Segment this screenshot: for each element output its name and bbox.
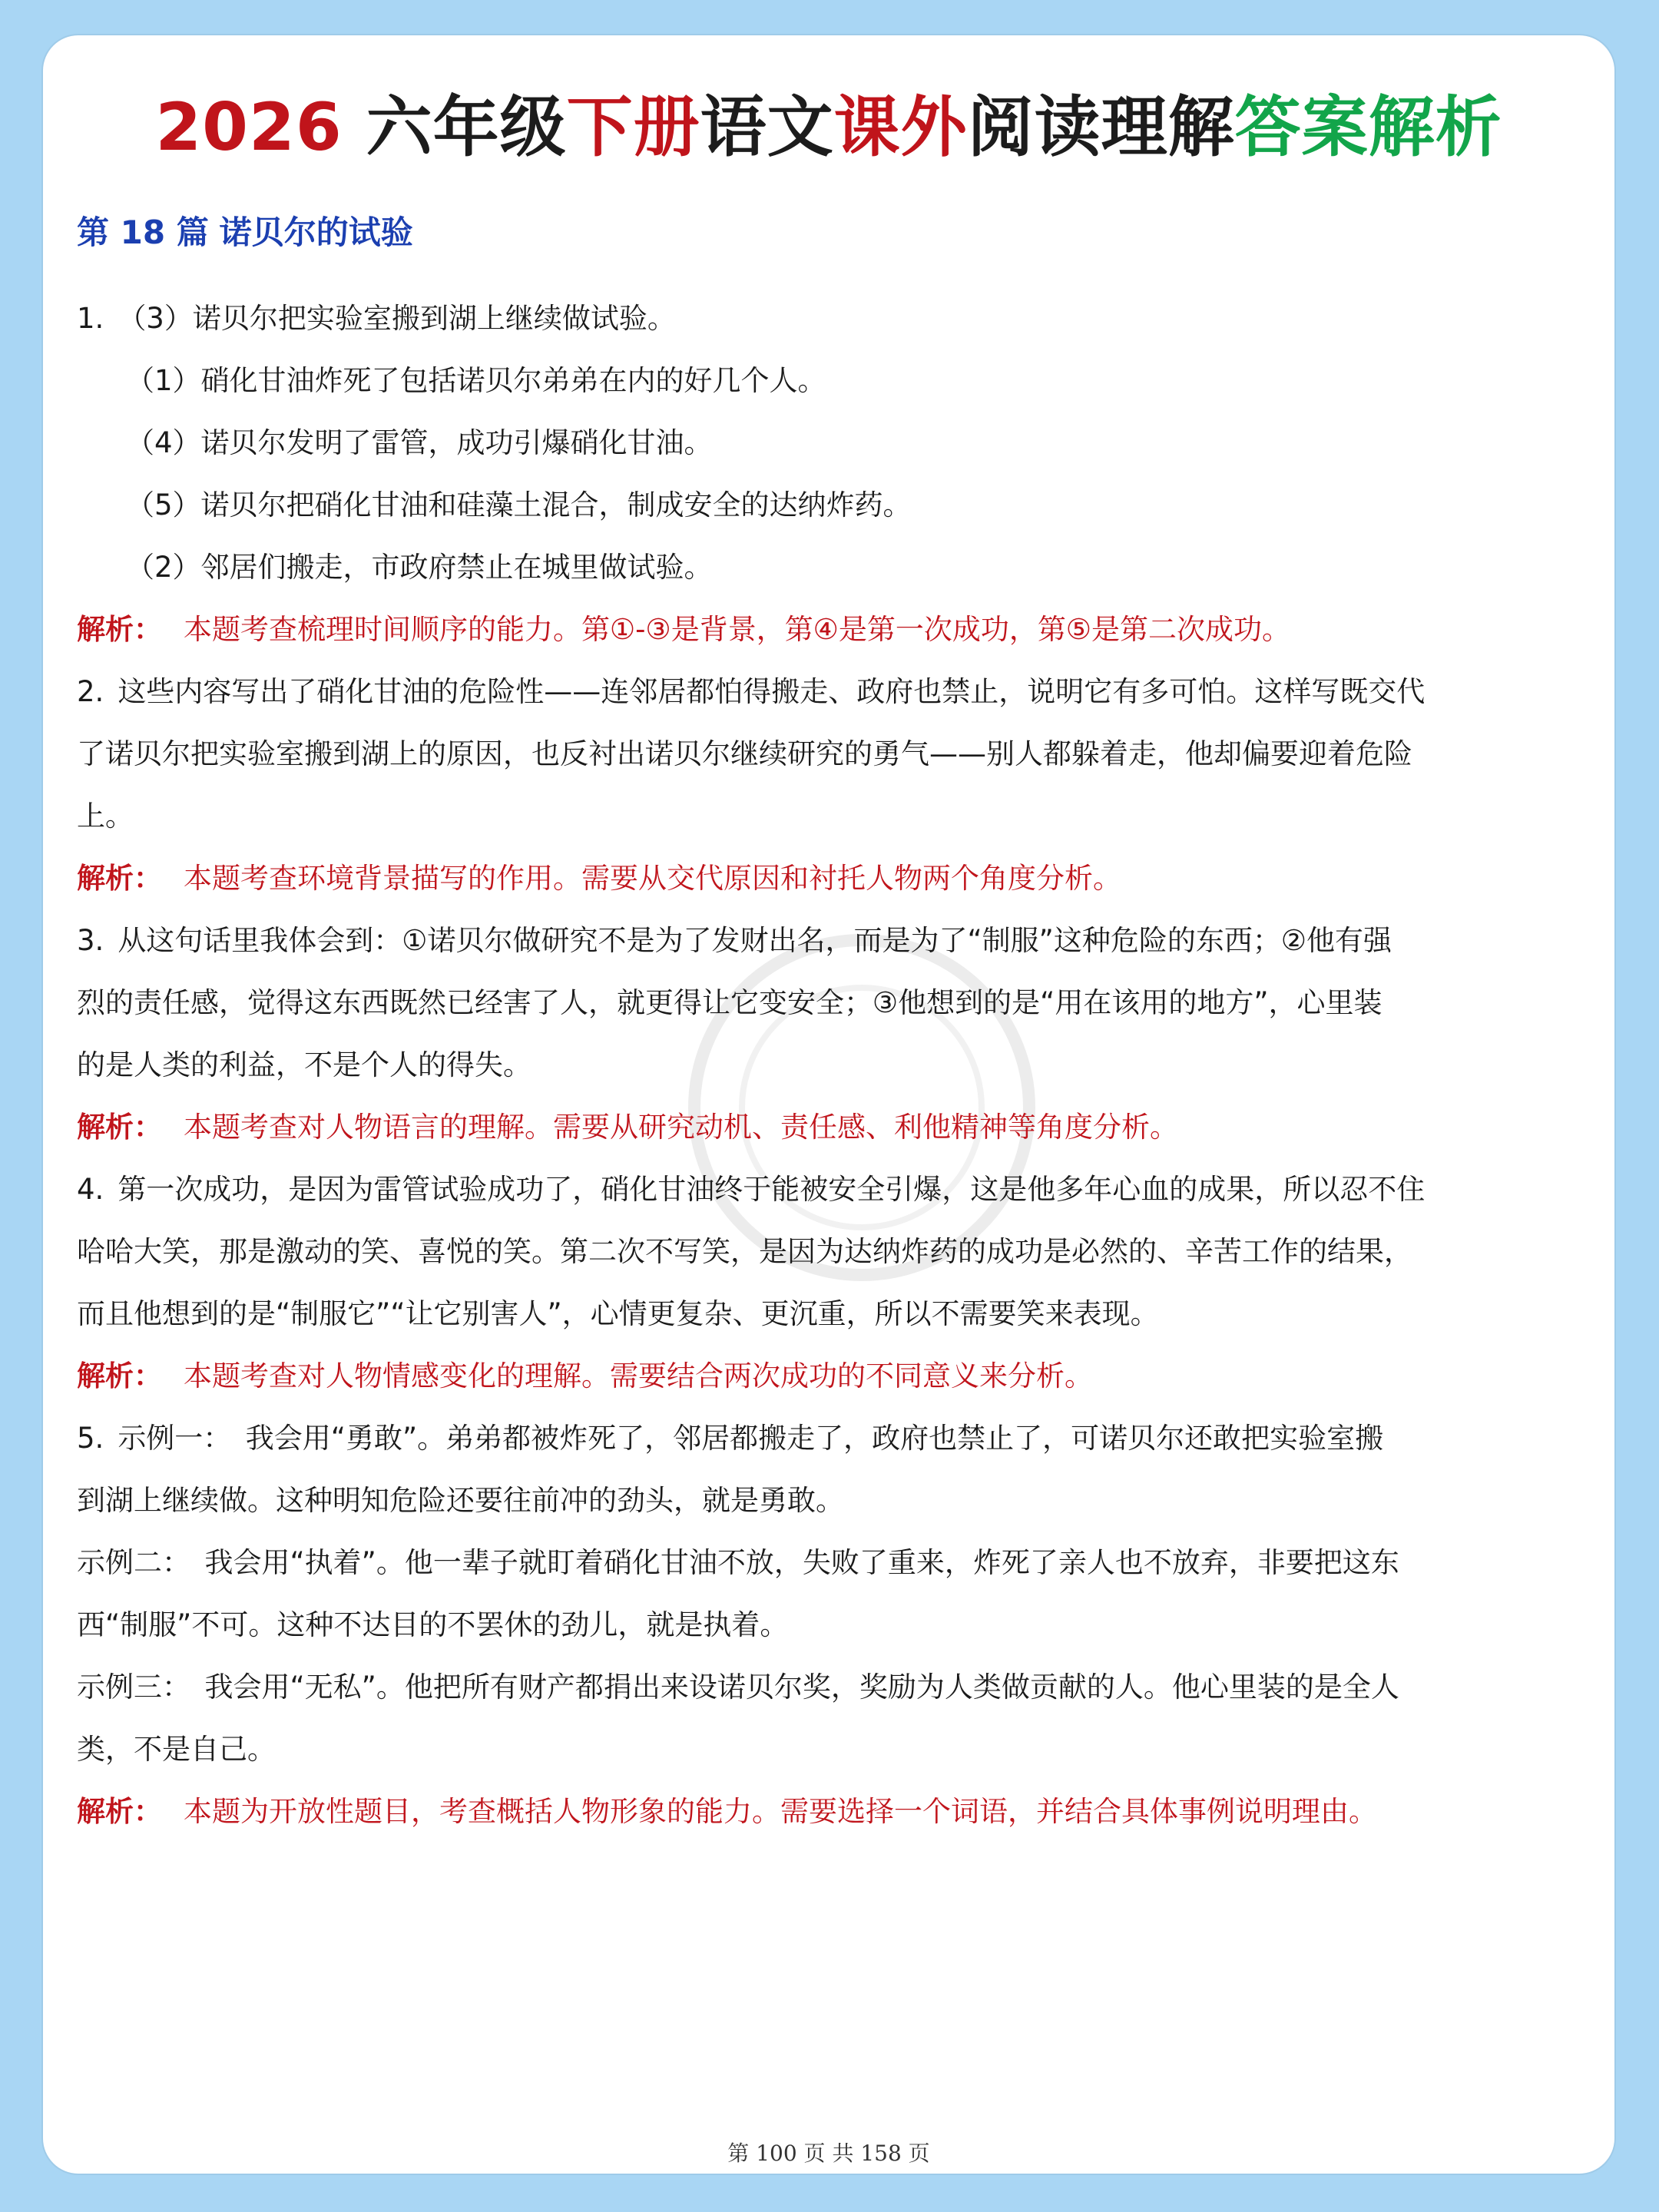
analysis-line: [77, 598, 1582, 661]
answer-continuation-line: 西“制服”不可。这种不达目的不罢休的劲儿，就是执着。: [77, 1608, 789, 1641]
question-number: 5.: [77, 1422, 104, 1455]
section-name: 诺贝尔的试验: [219, 214, 413, 251]
question-number: 4.: [77, 1173, 104, 1206]
analysis-label: 解析：: [77, 1359, 162, 1392]
ordered-item-line: （1）硝化甘油炸死了包括诺贝尔弟弟在内的好几个人。: [126, 364, 826, 397]
title-extracurricular: 课外: [833, 89, 968, 166]
answer-continuation-line: 而且他想到的是“制服它”“让它别害人”，心情更复杂、更沉重，所以不需要笑来表现。: [77, 1297, 1159, 1330]
title-year: 2026: [155, 89, 343, 166]
ordered-item-line: （4）诺贝尔发明了雷管，成功引爆硝化甘油。: [126, 426, 713, 459]
analysis-text: 本题考查对人物情感变化的理解。需要结合两次成功的不同意义来分析。: [184, 1359, 1093, 1392]
answer-line: [77, 287, 1582, 349]
answer-continuation-line: 示例二： 我会用“执着”。他一辈子就盯着硝化甘油不放，失败了重来，炸死了亲人也不放弃，非要把这东: [77, 1546, 1399, 1579]
analysis-line: [77, 1780, 1582, 1843]
page-title: [43, 74, 1614, 169]
question-number: 2.: [77, 675, 104, 708]
answer-text: 示例一： 我会用“勇敢”。弟弟都被炸死了，邻居都搬走了，政府也禁止了，可诺贝尔还敢把实验室搬: [118, 1422, 1384, 1455]
answer-line: [77, 909, 1582, 972]
title-volume: 下册: [566, 89, 700, 166]
analysis-label: 解析：: [77, 1111, 162, 1144]
analysis-label: 解析：: [77, 613, 162, 646]
answer-text: （3）诺贝尔把实验室搬到湖上继续做试验。: [118, 302, 676, 335]
answer-text: 这些内容写出了硝化甘油的危险性——连邻居都怕得搬走、政府也禁止，说明它有多可怕。这样写既交代: [118, 675, 1426, 708]
ordered-item-line: （5）诺贝尔把硝化甘油和硅藻土混合，制成安全的达纳炸药。: [126, 488, 912, 522]
answer-text: 第一次成功，是因为雷管试验成功了，硝化甘油终于能被安全引爆，这是他多年心血的成果，所以忍不住: [118, 1173, 1426, 1206]
answer-continuation-line: 的是人类的利益，不是个人的得失。: [77, 1048, 531, 1081]
analysis-line: [77, 1345, 1582, 1407]
answer-text: 从这句话里我体会到：①诺贝尔做研究不是为了发财出名，而是为了“制服”这种危险的东西；②他有强: [118, 924, 1392, 957]
analysis-text: 本题考查环境背景描写的作用。需要从交代原因和衬托人物两个角度分析。: [184, 862, 1121, 895]
answer-content: [77, 287, 1582, 1843]
title-grade: 六年级: [342, 89, 567, 166]
analysis-line: [77, 1096, 1582, 1158]
answer-line: [77, 1158, 1582, 1220]
answer-continuation-line: 了诺贝尔把实验室搬到湖上的原因，也反衬出诺贝尔继续研究的勇气——别人都躲着走，他却偏要迎着危险: [77, 737, 1412, 770]
answer-continuation-line: 类，不是自己。: [77, 1733, 276, 1766]
question-number: 3.: [77, 924, 104, 957]
answer-line: [77, 1407, 1582, 1469]
title-answers: 答案解析: [1234, 89, 1502, 166]
question-number: 1.: [77, 302, 104, 335]
answer-continuation-line: 到湖上继续做。这种明知危险还要往前冲的劲头，就是勇敢。: [77, 1484, 844, 1517]
answer-continuation-line: 烈的责任感，觉得这东西既然已经害了人，就更得让它变安全；③他想到的是“用在该用的地方”，心里装: [77, 986, 1382, 1019]
answer-continuation-line: 上。: [77, 800, 134, 833]
answer-continuation-line: 哈哈大笑，那是激动的笑、喜悦的笑。第二次不写笑，是因为达纳炸药的成功是必然的、辛苦工作的结果，: [77, 1235, 1412, 1268]
analysis-text: 本题为开放性题目，考查概括人物形象的能力。需要选择一个词语，并结合具体事例说明理由。: [184, 1795, 1377, 1828]
analysis-text: 本题考查梳理时间顺序的能力。第①-③是背景，第④是第一次成功，第⑤是第二次成功。: [184, 613, 1291, 646]
ordered-item-line: （2）邻居们搬走，市政府禁止在城里做试验。: [126, 551, 713, 584]
title-subject: 语文: [700, 89, 834, 166]
answer-line: [77, 661, 1582, 723]
section-heading: [77, 207, 413, 253]
analysis-text: 本题考查对人物语言的理解。需要从研究动机、责任感、利他精神等角度分析。: [184, 1111, 1178, 1144]
analysis-line: [77, 847, 1582, 909]
analysis-label: 解析：: [77, 862, 162, 895]
section-number: 第 18 篇: [77, 214, 209, 251]
answer-continuation-line: 示例三： 我会用“无私”。他把所有财产都捐出来设诺贝尔奖，奖励为人类做贡献的人。他心里装的是全人: [77, 1671, 1399, 1704]
page-footer: 第 100 页 共 158 页: [727, 2141, 930, 2166]
title-reading: 阅读理解: [967, 89, 1235, 166]
analysis-label: 解析：: [77, 1795, 162, 1828]
document-page: [43, 35, 1614, 2174]
